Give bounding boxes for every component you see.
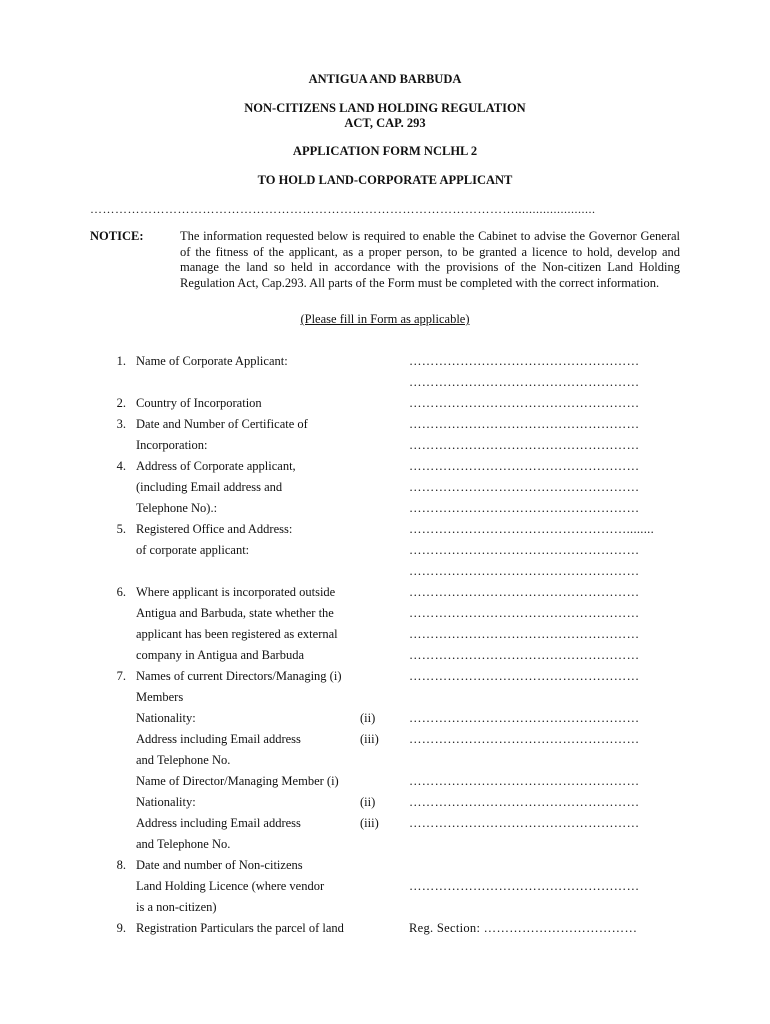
form-row <box>0 648 770 669</box>
instruction-line <box>0 312 770 327</box>
form-row <box>0 921 770 942</box>
fill-in-blank[interactable]: ……………………………………………… <box>409 606 640 620</box>
form-row <box>0 354 770 375</box>
field-label: Members <box>136 690 184 704</box>
form-row <box>0 690 770 711</box>
field-label: applicant has been registered as external <box>136 627 338 641</box>
form-row <box>0 585 770 606</box>
form-row <box>0 837 770 858</box>
field-label: Address including Email address <box>136 816 301 830</box>
item-number: 3. <box>116 417 126 431</box>
fill-in-blank[interactable]: ……………………………………………… <box>409 795 640 809</box>
fill-in-blank[interactable]: ……………………………………………… <box>409 354 640 368</box>
form-row <box>0 417 770 438</box>
field-label: Name of Director/Managing Member (i) <box>136 774 339 788</box>
fill-in-blank[interactable]: ……………………………………………… <box>409 459 640 473</box>
field-label: Country of Incorporation <box>136 396 262 410</box>
sub-item-numeral: (ii) <box>360 795 376 809</box>
fill-in-blank[interactable]: ……………………………………………… <box>409 480 640 494</box>
form-row <box>0 816 770 837</box>
form-row <box>0 543 770 564</box>
field-label: company in Antigua and Barbuda <box>136 648 305 662</box>
field-label: Registered Office and Address: <box>136 522 293 536</box>
field-label: Address of Corporate applicant, <box>136 459 296 473</box>
form-row <box>0 375 770 396</box>
item-number: 6. <box>116 585 126 599</box>
field-label: of corporate applicant: <box>136 543 250 557</box>
field-label: (including Email address and <box>136 480 283 494</box>
form-row <box>0 669 770 690</box>
form-row <box>0 438 770 459</box>
field-label: and Telephone No. <box>136 753 231 767</box>
field-label: Land Holding Licence (where vendor <box>136 879 325 893</box>
field-label: Registration Particulars the parcel of land <box>136 921 344 935</box>
fill-in-blank[interactable]: ……………………………………………… <box>409 816 640 830</box>
field-label: Nationality: <box>136 711 196 725</box>
instruction-text: (Please fill in Form as applicable) <box>300 312 470 326</box>
item-number: 1. <box>116 354 126 368</box>
form-row <box>0 795 770 816</box>
form-row <box>0 522 770 543</box>
fill-in-blank[interactable]: ……………………………………………........ <box>409 522 654 536</box>
field-label: Names of current Directors/Managing (i) <box>136 669 342 683</box>
fill-in-blank[interactable]: ……………………………………………… <box>409 585 640 599</box>
form-row <box>0 606 770 627</box>
form-row <box>0 396 770 417</box>
fill-in-blank[interactable]: ……………………………………………… <box>409 438 640 452</box>
item-number: 7. <box>116 669 126 683</box>
form-number-heading: APPLICATION FORM NCLHL 2 <box>292 144 478 158</box>
form-row <box>0 900 770 921</box>
field-label: Date and number of Non-citizens <box>136 858 303 872</box>
field-label: Address including Email address <box>136 732 301 746</box>
field-label: and Telephone No. <box>136 837 231 851</box>
form-row <box>0 753 770 774</box>
form-row <box>0 480 770 501</box>
item-number: 5. <box>116 522 126 536</box>
fill-in-blank[interactable]: Reg. Section: ……………………………… <box>409 921 638 935</box>
item-number: 9. <box>116 921 126 935</box>
notice-label: NOTICE: <box>90 229 144 243</box>
sub-item-numeral: (ii) <box>360 711 376 725</box>
fill-in-blank[interactable]: ……………………………………………… <box>409 396 640 410</box>
form-row <box>0 858 770 879</box>
form-row <box>0 774 770 795</box>
field-label: Telephone No).: <box>136 501 218 515</box>
item-number: 8. <box>116 858 126 872</box>
fill-in-blank[interactable]: ……………………………………………… <box>409 543 640 557</box>
sub-item-numeral: (iii) <box>360 732 379 746</box>
sub-item-numeral: (iii) <box>360 816 379 830</box>
field-label: Date and Number of Certificate of <box>136 417 308 431</box>
fill-in-blank[interactable]: ……………………………………………… <box>409 564 640 578</box>
form-row <box>0 879 770 900</box>
form-row <box>0 732 770 753</box>
form-row <box>0 564 770 585</box>
country-heading: ANTIGUA AND BARBUDA <box>308 72 462 86</box>
fill-in-blank[interactable]: ……………………………………………… <box>409 774 640 788</box>
field-label: Nationality: <box>136 795 196 809</box>
field-label: Antigua and Barbuda, state whether the <box>136 606 334 620</box>
act-title-line-2: ACT, CAP. 293 <box>344 116 426 130</box>
field-label: Name of Corporate Applicant: <box>136 354 288 368</box>
form-purpose-heading: TO HOLD LAND-CORPORATE APPLICANT <box>257 173 513 187</box>
fill-in-blank[interactable]: ……………………………………………… <box>409 417 640 431</box>
fill-in-blank[interactable]: ……………………………………………… <box>409 669 640 683</box>
form-row <box>0 501 770 522</box>
dotted-separator: …………………………………………………………………………………………....................... <box>90 202 596 216</box>
fill-in-blank[interactable]: ……………………………………………… <box>409 879 640 893</box>
item-number: 4. <box>116 459 126 473</box>
act-title-line-1: NON-CITIZENS LAND HOLDING REGULATION <box>244 101 526 115</box>
field-label: is a non-citizen) <box>136 900 217 914</box>
form-row <box>0 627 770 648</box>
field-label: Incorporation: <box>136 438 208 452</box>
field-label: Where applicant is incorporated outside <box>136 585 336 599</box>
item-number: 2. <box>116 396 126 410</box>
fill-in-blank[interactable]: ……………………………………………… <box>409 501 640 515</box>
notice-text: The information requested below is required to enable the Cabinet to advise the Governor General of the fitness of the applicant, as a proper person, to be granted a licence to hold, develop and manage the land so held in accordance with the provisions of the Non-citizen Land Holding Regulation Act, Cap.293. All parts of the Form must be completed with the correct information. <box>180 229 680 290</box>
fill-in-blank[interactable]: ……………………………………………… <box>409 732 640 746</box>
fill-in-blank[interactable]: ……………………………………………… <box>409 627 640 641</box>
fill-in-blank[interactable]: ……………………………………………… <box>409 711 640 725</box>
fill-in-blank[interactable]: ……………………………………………… <box>409 648 640 662</box>
fill-in-blank[interactable]: ……………………………………………… <box>409 375 640 389</box>
form-row <box>0 459 770 480</box>
form-row <box>0 711 770 732</box>
